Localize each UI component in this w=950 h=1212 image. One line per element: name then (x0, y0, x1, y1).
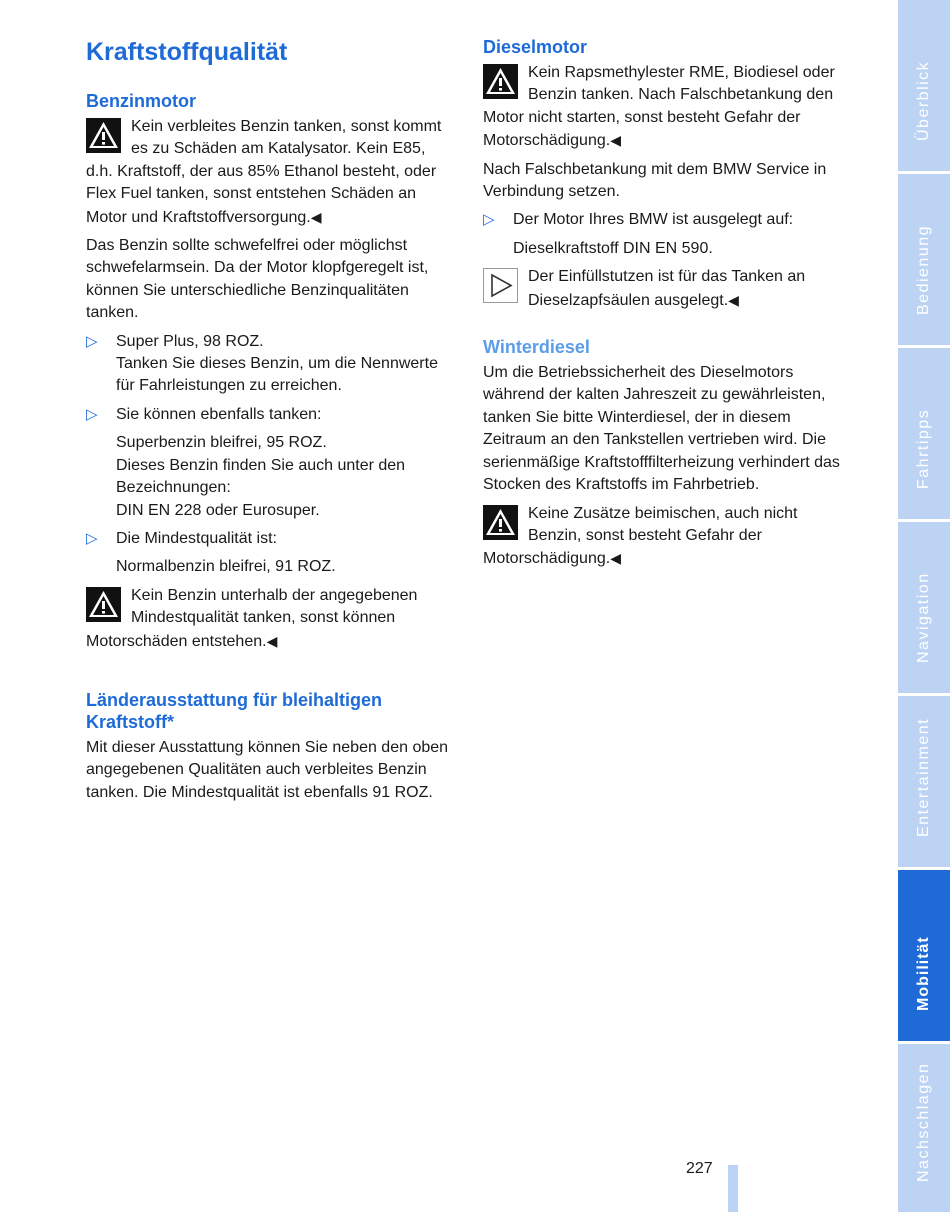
list-item-sub: Dieselkraftstoff DIN EN 590. (513, 239, 713, 257)
list-item-main: Die Mindestqualität ist: (116, 529, 277, 547)
fuel-list (86, 331, 454, 579)
tab-label: Bedienung (915, 224, 932, 315)
tab-ueberblick[interactable] (898, 0, 950, 171)
tab-nachschlagen[interactable] (898, 1044, 950, 1212)
tab-label: Nachschlagen (915, 1062, 932, 1182)
laender-heading: Länderausstattung für bleihaltigen Kraftstoff* (86, 689, 383, 732)
list-item-sub: Normalbenzin bleifrei, 91 ROZ. (116, 558, 336, 576)
warning-note (86, 585, 454, 653)
laender-paragraph: Mit dieser Ausstattung können Sie neben den oben angegebenen Qualitäten auch verbleites Benzin tanken. Die Mindestqualität ist ebenfalls 91 ROZ. (86, 738, 449, 801)
tab-label: Mobilität (915, 936, 932, 1011)
end-mark-icon: ◀ (728, 291, 739, 308)
warning-note (86, 116, 454, 229)
diesel-heading: Dieselmotor (483, 37, 588, 57)
tab-fahrtipps[interactable] (898, 348, 950, 519)
warning-note (483, 503, 855, 571)
benzin-paragraph: Das Benzin sollte schwefelfrei oder möglichst schwefelarmsein. Da der Motor klopfgeregelt ist, können Sie unterschiedliche Benzinqualitäten tanken. (86, 237, 429, 322)
warning-text: Kein verbleites Benzin tanken, sonst kommt es zu Schäden am Katalysator. Kein E85, d.h. Kraftstoff, der aus 85% Ethanol besteht, oder Flex Fuel tanken, sonst entstehen Schäden an Motor und Kraftstoffversorgung. (86, 118, 442, 226)
end-mark-icon: ◀ (610, 132, 621, 149)
winterdiesel-heading: Winterdiesel (483, 337, 590, 358)
list-item-sub: Superbenzin bleifrei, 95 ROZ. (116, 434, 327, 452)
list-item-sub: DIN EN 228 oder Eurosuper. (116, 501, 320, 519)
left-column (86, 36, 454, 810)
diesel-paragraph: Nach Falschbetankung mit dem BMW Service in Verbindung setzen. (483, 160, 827, 201)
page-number: 227 (686, 1160, 713, 1177)
warning-text: Keine Zusätze beimischen, auch nicht Benzin, sonst besteht Gefahr der Motorschädigung. (483, 504, 798, 568)
diesel-list (483, 209, 855, 260)
info-triangle-icon (483, 268, 518, 303)
list-item (86, 528, 454, 579)
info-note (483, 266, 855, 312)
triangle-right-icon: ▷ (86, 405, 98, 423)
tab-label: Entertainment (915, 717, 932, 837)
page-marker-bar (728, 1165, 738, 1212)
benzin-heading: Benzinmotor (86, 91, 196, 111)
warning-text: Kein Benzin unterhalb der angegebenen Mindestqualität tanken, sonst können Motorschäden entstehen. (86, 586, 418, 650)
tab-label: Navigation (915, 572, 932, 663)
list-item-sub: Dieses Benzin finden Sie auch unter den Bezeichnungen: (116, 456, 406, 497)
tab-navigation[interactable] (898, 522, 950, 693)
winterdiesel-paragraph: Um die Betriebssicherheit des Dieselmotors während der kalten Jahreszeit zu gewährleisten, tanken Sie bitte Winterdiesel, der in diesem Zeitraum an den Tankstellen vertrieben wird. Die serienmäßige Kraftstofffilterheizung verhindert das Stocken des Kraftstoffs im Fahrbetrieb. (483, 364, 840, 494)
list-item-main: Super Plus, 98 ROZ. (116, 332, 264, 350)
tab-bedienung[interactable] (898, 174, 950, 345)
end-mark-icon: ◀ (310, 208, 322, 225)
warning-icon (86, 587, 121, 622)
list-item (86, 331, 454, 398)
tab-label: Fahrtipps (915, 408, 932, 489)
list-item-sub: Tanken Sie dieses Benzin, um die Nennwerte für Fahrleistungen zu erreichen. (116, 355, 438, 395)
end-mark-icon: ◀ (266, 632, 278, 649)
warning-icon (86, 118, 121, 153)
page-title: Kraftstoffqualität (86, 38, 288, 66)
list-item (86, 404, 454, 522)
triangle-right-icon: ▷ (86, 332, 98, 350)
right-column (483, 36, 855, 577)
chapter-sidebar (898, 0, 950, 1212)
tab-label: Überblick (915, 60, 932, 141)
tab-mobilitaet[interactable] (898, 870, 950, 1041)
info-text: Der Einfüllstutzen ist für das Tanken an Dieselzapfsäulen ausgelegt. (528, 268, 806, 309)
triangle-right-icon: ▷ (483, 211, 495, 229)
list-item-main: Sie können ebenfalls tanken: (116, 405, 322, 423)
warning-note (483, 62, 855, 153)
warning-icon (483, 505, 518, 540)
end-mark-icon: ◀ (610, 550, 621, 567)
list-item (483, 209, 855, 260)
triangle-right-icon: ▷ (86, 529, 98, 547)
tab-entertainment[interactable] (898, 696, 950, 867)
warning-text: Kein Rapsmethylester RME, Biodiesel oder Benzin tanken. Nach Falschbetankung den Motor nicht starten, sonst besteht Gefahr der Motorschädigung. (483, 64, 835, 150)
list-item-main: Der Motor Ihres BMW ist ausgelegt auf: (513, 211, 794, 229)
warning-icon (483, 64, 518, 99)
